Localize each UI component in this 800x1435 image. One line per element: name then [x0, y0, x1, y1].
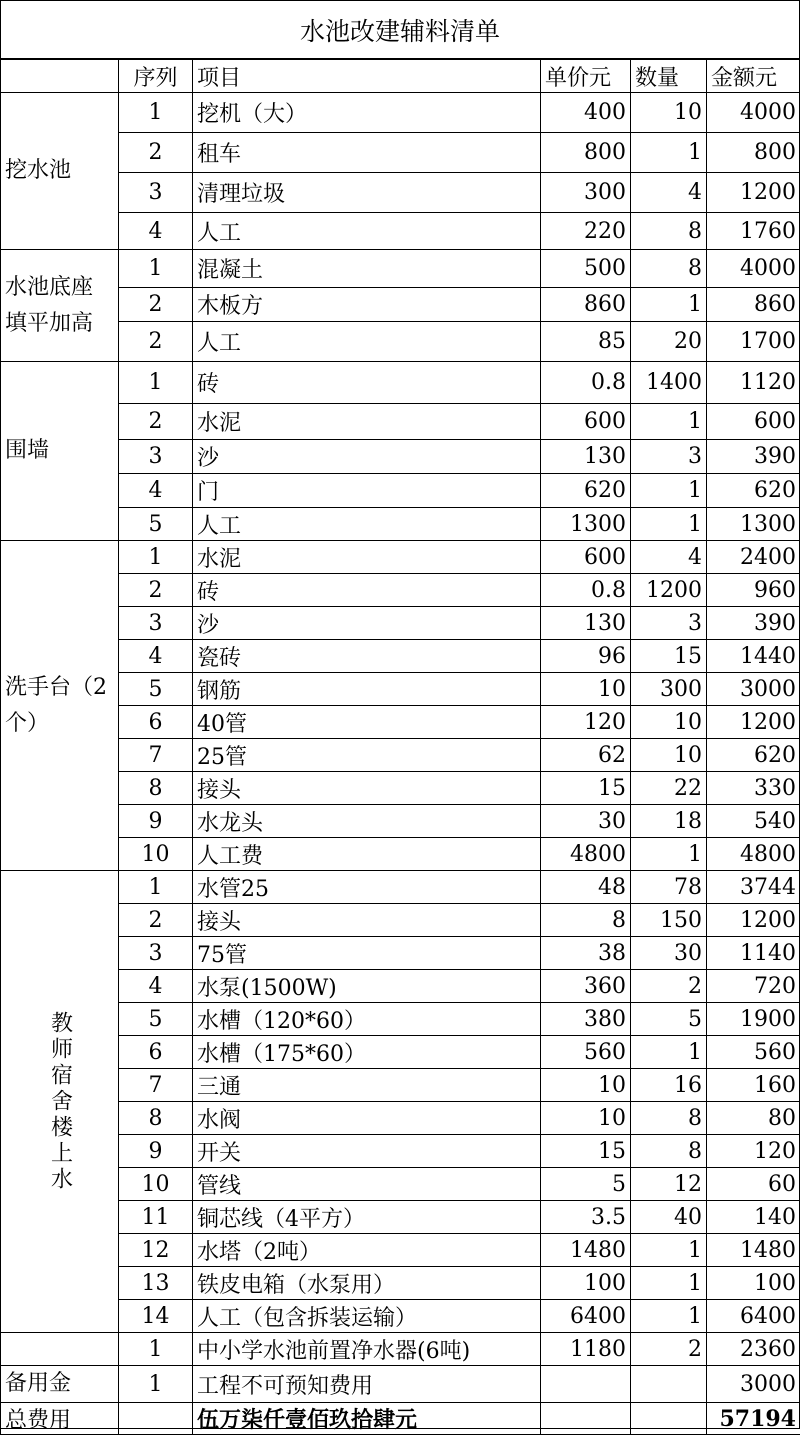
row-seq: 4	[119, 213, 193, 250]
table-row	[1, 772, 800, 805]
row-item: 水泥	[193, 541, 541, 574]
table-row	[1, 250, 800, 288]
table-row	[1, 440, 800, 474]
row-qty: 3	[631, 440, 707, 474]
row-price: 1300	[541, 508, 631, 541]
group-label-text: 教师宿舍楼上水	[49, 1011, 71, 1193]
row-item: 挖机（大）	[193, 93, 541, 133]
row-qty: 1	[631, 404, 707, 440]
row-seq: 11	[119, 1201, 193, 1234]
table-row	[1, 1300, 800, 1333]
row-seq: 10	[119, 1168, 193, 1201]
row-item: 水管25	[193, 871, 541, 904]
row-item: 接头	[193, 772, 541, 805]
table-row	[1, 508, 800, 541]
row-price: 10	[541, 1069, 631, 1102]
row-price: 600	[541, 404, 631, 440]
group-label	[1, 541, 119, 871]
table-row	[1, 133, 800, 173]
table-row	[1, 970, 800, 1003]
row-seq: 1	[119, 93, 193, 133]
row-amount: 100	[707, 1267, 800, 1300]
row-price: 5	[541, 1168, 631, 1201]
table-row	[1, 640, 800, 673]
row-seq: 1	[119, 871, 193, 904]
row-amount: 3744	[707, 871, 800, 904]
row-qty: 2	[631, 970, 707, 1003]
row-seq: 7	[119, 1069, 193, 1102]
row-price: 620	[541, 474, 631, 508]
row-price: 30	[541, 805, 631, 838]
row-seq: 5	[119, 673, 193, 706]
row-amount: 1120	[707, 362, 800, 404]
group-label	[1, 93, 119, 250]
row-amount: 60	[707, 1168, 800, 1201]
row-qty: 1	[631, 1267, 707, 1300]
row-qty: 20	[631, 322, 707, 362]
row-item: 人工（包含拆装运输）	[193, 1300, 541, 1333]
row-amount: 120	[707, 1135, 800, 1168]
table-row	[1, 541, 800, 574]
row-seq: 2	[119, 404, 193, 440]
row-qty: 12	[631, 1168, 707, 1201]
row-qty: 4	[631, 173, 707, 213]
row-seq: 1	[119, 250, 193, 288]
row-amount: 4800	[707, 838, 800, 871]
row-price: 120	[541, 706, 631, 739]
row-item: 人工费	[193, 838, 541, 871]
row-qty: 10	[631, 739, 707, 772]
row-amount: 620	[707, 474, 800, 508]
row-price: 96	[541, 640, 631, 673]
row-seq: 3	[119, 937, 193, 970]
row-price	[541, 1366, 631, 1403]
row-amount: 560	[707, 1036, 800, 1069]
row-seq: 2	[119, 904, 193, 937]
row-item: 开关	[193, 1135, 541, 1168]
row-qty: 18	[631, 805, 707, 838]
table-row	[1, 1135, 800, 1168]
row-amount: 1900	[707, 1003, 800, 1036]
row-price: 560	[541, 1036, 631, 1069]
row-seq: 3	[119, 173, 193, 213]
row-seq: 1	[119, 541, 193, 574]
table-row	[1, 706, 800, 739]
row-item: 沙	[193, 440, 541, 474]
row-qty: 8	[631, 1102, 707, 1135]
group-label-text: 洗手台（2个）	[5, 675, 107, 736]
table-row	[1, 93, 800, 133]
row-qty: 16	[631, 1069, 707, 1102]
table-row	[1, 838, 800, 871]
row-item: 人工	[193, 322, 541, 362]
row-qty: 2	[631, 1333, 707, 1366]
row-qty: 1	[631, 1234, 707, 1267]
row-item: 混凝土	[193, 250, 541, 288]
row-item: 砖	[193, 574, 541, 607]
table-row	[1, 1168, 800, 1201]
row-amount: 3000	[707, 673, 800, 706]
row-seq: 8	[119, 1102, 193, 1135]
table-row	[1, 362, 800, 404]
table-row	[1, 904, 800, 937]
row-price: 800	[541, 133, 631, 173]
table-row	[1, 474, 800, 508]
row-price: 130	[541, 440, 631, 474]
group-label-text: 挖水池	[5, 158, 71, 183]
row-qty: 8	[631, 250, 707, 288]
row-price: 1480	[541, 1234, 631, 1267]
row-item: 砖	[193, 362, 541, 404]
row-item: 水塔（2吨）	[193, 1234, 541, 1267]
table-row	[1, 173, 800, 213]
row-seq: 13	[119, 1267, 193, 1300]
row-seq: 3	[119, 607, 193, 640]
row-item: 清理垃圾	[193, 173, 541, 213]
group-label	[1, 362, 119, 541]
row-qty	[631, 1366, 707, 1403]
row-item: 水泵(1500W)	[193, 970, 541, 1003]
row-item: 中小学水池前置净水器(6吨)	[193, 1333, 541, 1366]
row-amount: 1760	[707, 213, 800, 250]
row-item: 工程不可预知费用	[193, 1366, 541, 1403]
row-item: 租车	[193, 133, 541, 173]
row-price: 15	[541, 1135, 631, 1168]
table-row	[1, 1333, 800, 1366]
row-price: 0.8	[541, 574, 631, 607]
row-price: 8	[541, 904, 631, 937]
row-qty: 1	[631, 474, 707, 508]
row-price: 15	[541, 772, 631, 805]
header-row	[1, 60, 800, 93]
row-qty: 1	[631, 133, 707, 173]
row-amount: 2400	[707, 541, 800, 574]
row-qty: 1400	[631, 362, 707, 404]
group-label	[1, 250, 119, 362]
row-price: 300	[541, 173, 631, 213]
row-seq: 8	[119, 772, 193, 805]
row-amount: 600	[707, 404, 800, 440]
row-item: 接头	[193, 904, 541, 937]
row-price: 4800	[541, 838, 631, 871]
table-row	[1, 1036, 800, 1069]
row-seq: 2	[119, 574, 193, 607]
row-amount: 860	[707, 288, 800, 322]
row-price: 1180	[541, 1333, 631, 1366]
row-qty: 10	[631, 93, 707, 133]
row-qty: 1	[631, 1300, 707, 1333]
row-item: 铜芯线（4平方）	[193, 1201, 541, 1234]
row-amount: 1200	[707, 904, 800, 937]
row-amount: 6400	[707, 1300, 800, 1333]
table-row	[1, 288, 800, 322]
row-qty: 150	[631, 904, 707, 937]
row-seq: 7	[119, 739, 193, 772]
row-price: 48	[541, 871, 631, 904]
row-price: 600	[541, 541, 631, 574]
total-in-words: 伍万柒仟壹佰玖拾肆元	[193, 1403, 541, 1435]
group-label-text: 备用金	[5, 1371, 71, 1396]
row-qty: 1	[631, 838, 707, 871]
row-item: 铁皮电箱（水泵用）	[193, 1267, 541, 1300]
table-row	[1, 871, 800, 904]
row-item: 水槽（120*60）	[193, 1003, 541, 1036]
table-row	[1, 1003, 800, 1036]
row-amount: 80	[707, 1102, 800, 1135]
total-label: 总费用	[1, 1403, 119, 1435]
row-amount: 1200	[707, 173, 800, 213]
table-row	[1, 213, 800, 250]
row-qty: 22	[631, 772, 707, 805]
row-seq: 12	[119, 1234, 193, 1267]
row-seq: 2	[119, 322, 193, 362]
row-item: 钢筋	[193, 673, 541, 706]
row-price: 0.8	[541, 362, 631, 404]
row-qty: 8	[631, 1135, 707, 1168]
row-item: 木板方	[193, 288, 541, 322]
row-qty: 30	[631, 937, 707, 970]
row-price: 360	[541, 970, 631, 1003]
row-amount: 2360	[707, 1333, 800, 1366]
row-price: 38	[541, 937, 631, 970]
row-qty: 1	[631, 508, 707, 541]
row-price: 6400	[541, 1300, 631, 1333]
sheet-title: 水池改建辅料清单	[1, 1, 799, 59]
row-price: 500	[541, 250, 631, 288]
row-amount: 3000	[707, 1366, 800, 1403]
table-row	[1, 574, 800, 607]
row-seq: 5	[119, 1003, 193, 1036]
row-item: 门	[193, 474, 541, 508]
row-qty: 5	[631, 1003, 707, 1036]
row-seq: 9	[119, 805, 193, 838]
row-amount: 140	[707, 1201, 800, 1234]
row-item: 水龙头	[193, 805, 541, 838]
table-row	[1, 1201, 800, 1234]
row-seq: 2	[119, 133, 193, 173]
row-seq: 3	[119, 440, 193, 474]
total-price-empty	[541, 1403, 631, 1435]
total-seq-empty	[119, 1403, 193, 1435]
row-price: 400	[541, 93, 631, 133]
total-qty-empty	[631, 1403, 707, 1435]
row-amount: 4000	[707, 93, 800, 133]
row-amount: 960	[707, 574, 800, 607]
row-amount: 540	[707, 805, 800, 838]
table-row	[1, 1366, 800, 1403]
row-item: 水泥	[193, 404, 541, 440]
row-price: 860	[541, 288, 631, 322]
table-row	[1, 1234, 800, 1267]
row-item: 管线	[193, 1168, 541, 1201]
row-qty: 300	[631, 673, 707, 706]
materials-table	[0, 59, 800, 1435]
row-seq: 4	[119, 970, 193, 1003]
header-group	[1, 60, 119, 93]
row-price: 62	[541, 739, 631, 772]
row-price: 85	[541, 322, 631, 362]
row-amount: 1140	[707, 937, 800, 970]
header-qty: 数量	[631, 60, 707, 93]
table-row	[1, 1267, 800, 1300]
row-item: 水阀	[193, 1102, 541, 1135]
table-row	[1, 322, 800, 362]
table-row	[1, 937, 800, 970]
row-amount: 1700	[707, 322, 800, 362]
row-amount: 1480	[707, 1234, 800, 1267]
row-qty: 15	[631, 640, 707, 673]
row-price: 100	[541, 1267, 631, 1300]
row-seq: 9	[119, 1135, 193, 1168]
table-row	[1, 1102, 800, 1135]
row-seq: 6	[119, 706, 193, 739]
row-seq: 4	[119, 474, 193, 508]
row-price: 130	[541, 607, 631, 640]
row-amount: 160	[707, 1069, 800, 1102]
row-qty: 78	[631, 871, 707, 904]
row-qty: 1	[631, 1036, 707, 1069]
row-amount: 4000	[707, 250, 800, 288]
row-amount: 620	[707, 739, 800, 772]
row-amount: 390	[707, 607, 800, 640]
row-price: 220	[541, 213, 631, 250]
header-seq: 序列	[119, 60, 193, 93]
header-price: 单价元	[541, 60, 631, 93]
table-row	[1, 607, 800, 640]
group-label	[1, 871, 119, 1333]
table-row	[1, 404, 800, 440]
table-row	[1, 739, 800, 772]
row-price: 3.5	[541, 1201, 631, 1234]
row-price: 380	[541, 1003, 631, 1036]
row-seq: 6	[119, 1036, 193, 1069]
row-qty: 40	[631, 1201, 707, 1234]
row-seq: 10	[119, 838, 193, 871]
row-amount: 720	[707, 970, 800, 1003]
row-price: 10	[541, 1102, 631, 1135]
row-seq: 1	[119, 1366, 193, 1403]
total-amount: 57194	[707, 1403, 800, 1435]
row-seq: 2	[119, 288, 193, 322]
row-amount: 330	[707, 772, 800, 805]
row-item: 沙	[193, 607, 541, 640]
row-price: 10	[541, 673, 631, 706]
table-body	[1, 93, 800, 1403]
row-amount: 1200	[707, 706, 800, 739]
row-qty: 1200	[631, 574, 707, 607]
group-label	[1, 1333, 119, 1366]
header-amount: 金额元	[707, 60, 800, 93]
row-seq: 14	[119, 1300, 193, 1333]
row-qty: 8	[631, 213, 707, 250]
table-row	[1, 673, 800, 706]
row-item: 25管	[193, 739, 541, 772]
row-item: 水槽（175*60）	[193, 1036, 541, 1069]
row-item: 人工	[193, 213, 541, 250]
row-item: 40管	[193, 706, 541, 739]
row-item: 人工	[193, 508, 541, 541]
row-seq: 1	[119, 362, 193, 404]
row-amount: 390	[707, 440, 800, 474]
row-seq: 4	[119, 640, 193, 673]
row-qty: 4	[631, 541, 707, 574]
group-label-text: 围墙	[5, 438, 49, 463]
row-item: 瓷砖	[193, 640, 541, 673]
row-amount: 800	[707, 133, 800, 173]
group-label-text: 水池底座填平加高	[5, 275, 93, 336]
row-item: 75管	[193, 937, 541, 970]
row-qty: 1	[631, 288, 707, 322]
row-seq: 5	[119, 508, 193, 541]
table-row	[1, 805, 800, 838]
row-seq: 1	[119, 1333, 193, 1366]
table-row	[1, 1069, 800, 1102]
row-amount: 1300	[707, 508, 800, 541]
header-item: 项目	[193, 60, 541, 93]
row-qty: 10	[631, 706, 707, 739]
group-label	[1, 1366, 119, 1403]
row-item: 三通	[193, 1069, 541, 1102]
total-row	[1, 1403, 800, 1435]
row-qty: 3	[631, 607, 707, 640]
row-amount: 1440	[707, 640, 800, 673]
